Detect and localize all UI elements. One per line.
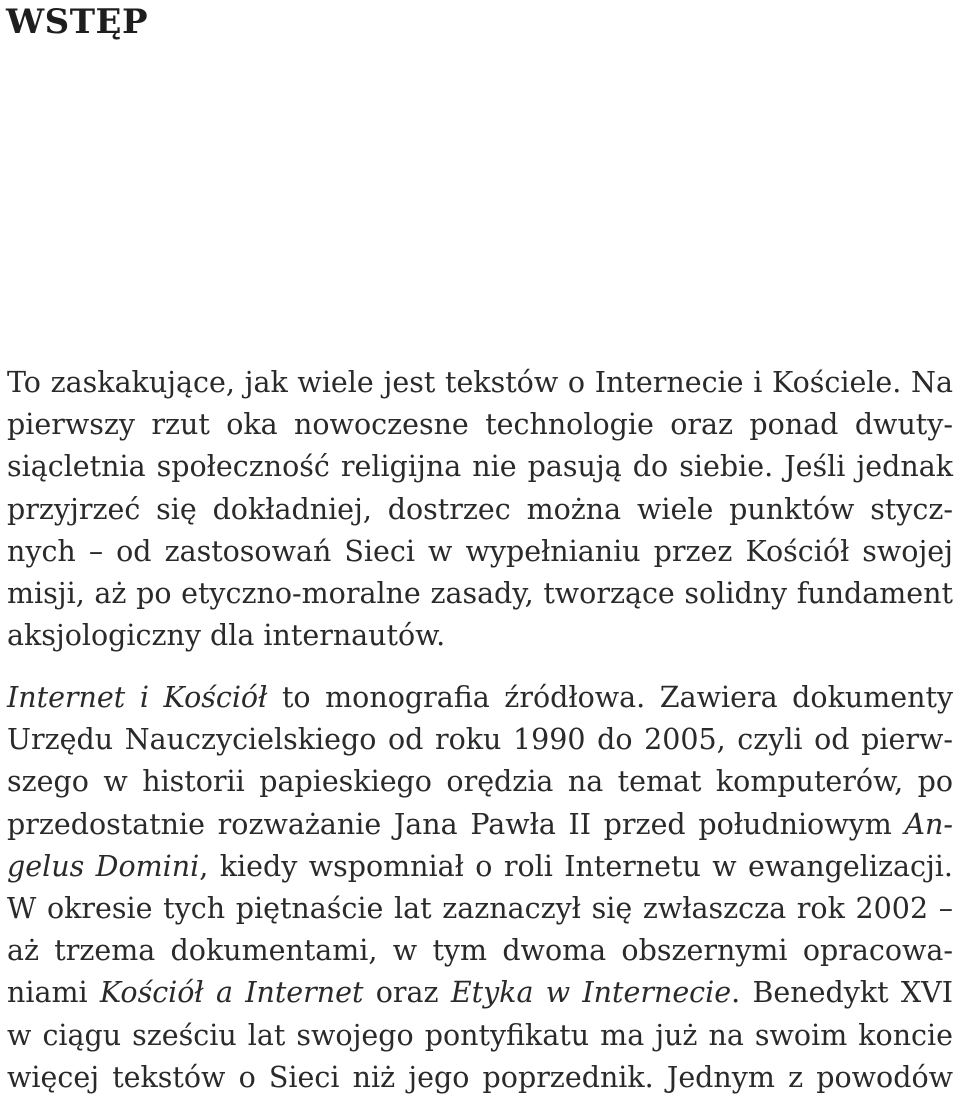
text-segment: . Benedykt XVI bbox=[731, 976, 953, 1010]
book-title: Internet i Kościół bbox=[7, 681, 268, 714]
text-line: nych – od zastosowań Sieci w wypełnianiu przez Kościół swojej bbox=[7, 534, 953, 568]
text-line: siącletnia społeczność religijna nie pasują do siebie. Jeśli jednak bbox=[7, 450, 953, 484]
text-line: więcej tekstów o Sieci niż jego poprzednik. Jednym z powodów bbox=[7, 1060, 953, 1094]
document-title: Etyka w Internecie bbox=[450, 976, 732, 1010]
text-line bbox=[7, 846, 953, 888]
prayer-title: gelus Domini bbox=[7, 849, 200, 883]
text-line: przyjrzeć się dokładniej, dostrzec można wiele punktów stycz- bbox=[7, 492, 953, 526]
paragraph-intro bbox=[7, 362, 953, 657]
text-line: w ciągu sześciu lat swojego pontyfikatu ma już na swoim koncie bbox=[7, 1018, 953, 1052]
text-line: To zaskakujące, jak wiele jest tekstów o Internecie i Kościele. Na bbox=[7, 366, 953, 399]
text-segment: to monografia źródłowa. Zawiera dokumenty bbox=[267, 681, 954, 714]
text-line bbox=[7, 972, 953, 1014]
text-segment: niami bbox=[7, 976, 100, 1010]
text-line bbox=[7, 804, 953, 846]
document-title: Kościół a Internet bbox=[99, 976, 364, 1010]
prayer-title: An- bbox=[904, 807, 953, 841]
text-line: pierwszy rzut oka nowoczesne technologie oraz ponad dwuty- bbox=[7, 408, 953, 442]
text-segment: , kiedy wspomniał o roli Internetu w ewangelizacji. bbox=[199, 849, 953, 883]
text-line: misji, aż po etyczno-moralne zasady, tworzące solidny fundament bbox=[7, 576, 953, 610]
text-line: aż trzema dokumentami, w tym dwoma obszernymi opracowa- bbox=[7, 934, 953, 968]
text-segment: oraz bbox=[363, 976, 451, 1010]
text-line: Urzędu Nauczycielskiego od roku 1990 do 2005, czyli od pierw- bbox=[7, 723, 953, 757]
text-line: szego w historii papieskiego orędzia na temat komputerów, po bbox=[7, 765, 953, 799]
paragraph-monograph bbox=[7, 677, 953, 1099]
text-line: aksjologiczny dla internautów. bbox=[7, 619, 446, 653]
text-segment: przedostatnie rozważanie Jana Pawła II przed południowym bbox=[7, 807, 905, 841]
text-line bbox=[7, 677, 953, 719]
text-line: W okresie tych piętnaście lat zaznaczył się zwłaszcza rok 2002 – bbox=[7, 891, 953, 925]
chapter-heading: WSTĘP bbox=[6, 2, 149, 42]
